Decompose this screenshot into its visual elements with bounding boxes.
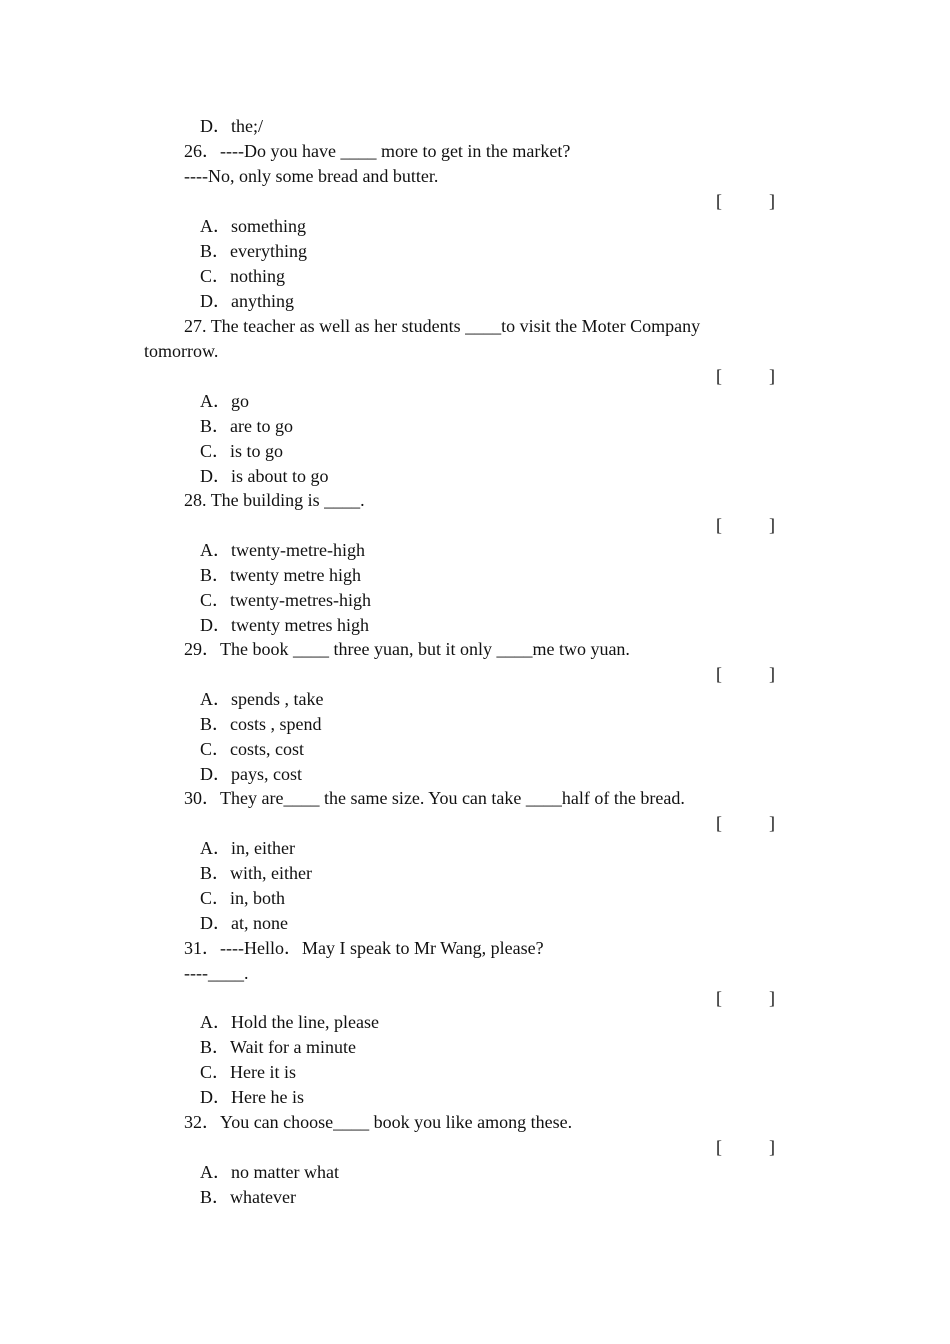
question-26-stem (184, 139, 570, 164)
answer-bracket: [ ] (716, 191, 775, 211)
question-26-reply (184, 164, 438, 189)
option-c: C．costs, cost (200, 739, 305, 759)
question-number: 30． (184, 788, 220, 808)
option-a: A．spends , take (200, 689, 324, 709)
question-text: The building is ____. (210, 490, 365, 510)
question-29-stem (184, 637, 630, 662)
question-27-stem (184, 314, 700, 339)
option-c: C．in, both (200, 888, 286, 908)
question-number: 26． (184, 141, 220, 161)
option-c: C．nothing (200, 266, 286, 286)
option-d: D．at, none (200, 913, 288, 933)
option-a: A．Hold the line, please (200, 1012, 379, 1032)
question-text: They are____ the same size. You can take ____half of the bread. (220, 788, 685, 808)
option-b: B．are to go (200, 416, 293, 436)
option-b: B．with, either (200, 863, 312, 883)
answer-bracket: [ ] (716, 813, 775, 833)
option-c: C．twenty-metres-high (200, 590, 371, 610)
option-b: B．whatever (200, 1187, 296, 1207)
option-a: A．in, either (200, 838, 295, 858)
option-b: B．costs , spend (200, 714, 322, 734)
option-text: the;/ (231, 116, 263, 136)
question-number: 31． (184, 938, 220, 958)
question-30-stem (184, 786, 685, 811)
question-text: ----Hello．May I speak to Mr Wang, please? (220, 938, 544, 958)
option-b: B．twenty metre high (200, 565, 361, 585)
question-text: The book ____ three yuan, but it only ____me two yuan. (220, 639, 630, 659)
answer-bracket: [ ] (716, 988, 775, 1008)
option-c: C．Here it is (200, 1062, 296, 1082)
option-c: C．is to go (200, 441, 284, 461)
option-letter: D． (200, 116, 231, 136)
question-31-reply (184, 961, 248, 986)
option-b: B．Wait for a minute (200, 1037, 357, 1057)
option-d: D．anything (200, 291, 294, 311)
answer-bracket: [ ] (716, 1137, 775, 1157)
option-a: A．something (200, 216, 306, 236)
question-27-stem-cont (144, 339, 218, 364)
answer-bracket: [ ] (716, 515, 775, 535)
question-text: ----____. (184, 963, 249, 983)
option-a: A．no matter what (200, 1162, 339, 1182)
option-b: B．everything (200, 241, 307, 261)
option-d: D．pays, cost (200, 764, 302, 784)
question-31-stem (184, 936, 544, 961)
question-number: 32． (184, 1112, 220, 1132)
question-text: The teacher as well as her students ____to visit the Moter Company (210, 316, 701, 336)
question-32-stem (184, 1110, 572, 1135)
question-number: 28. (184, 490, 207, 510)
option-a: A．go (200, 391, 249, 411)
question-text: You can choose____ book you like among these. (220, 1112, 573, 1132)
question-number: 27. (184, 316, 207, 336)
option-d: D．Here he is (200, 1087, 304, 1107)
question-text: ----No, only some bread and butter. (184, 166, 439, 186)
answer-bracket: [ ] (716, 366, 775, 386)
option-d: D．is about to go (200, 466, 329, 486)
option-d (200, 114, 263, 139)
question-number: 29． (184, 639, 220, 659)
answer-bracket: [ ] (716, 664, 775, 684)
question-text: ----Do you have ____ more to get in the market? (220, 141, 571, 161)
option-d: D．twenty metres high (200, 615, 369, 635)
option-a: A．twenty-metre-high (200, 540, 365, 560)
question-text: tomorrow. (144, 341, 219, 361)
question-28-stem (184, 488, 365, 513)
